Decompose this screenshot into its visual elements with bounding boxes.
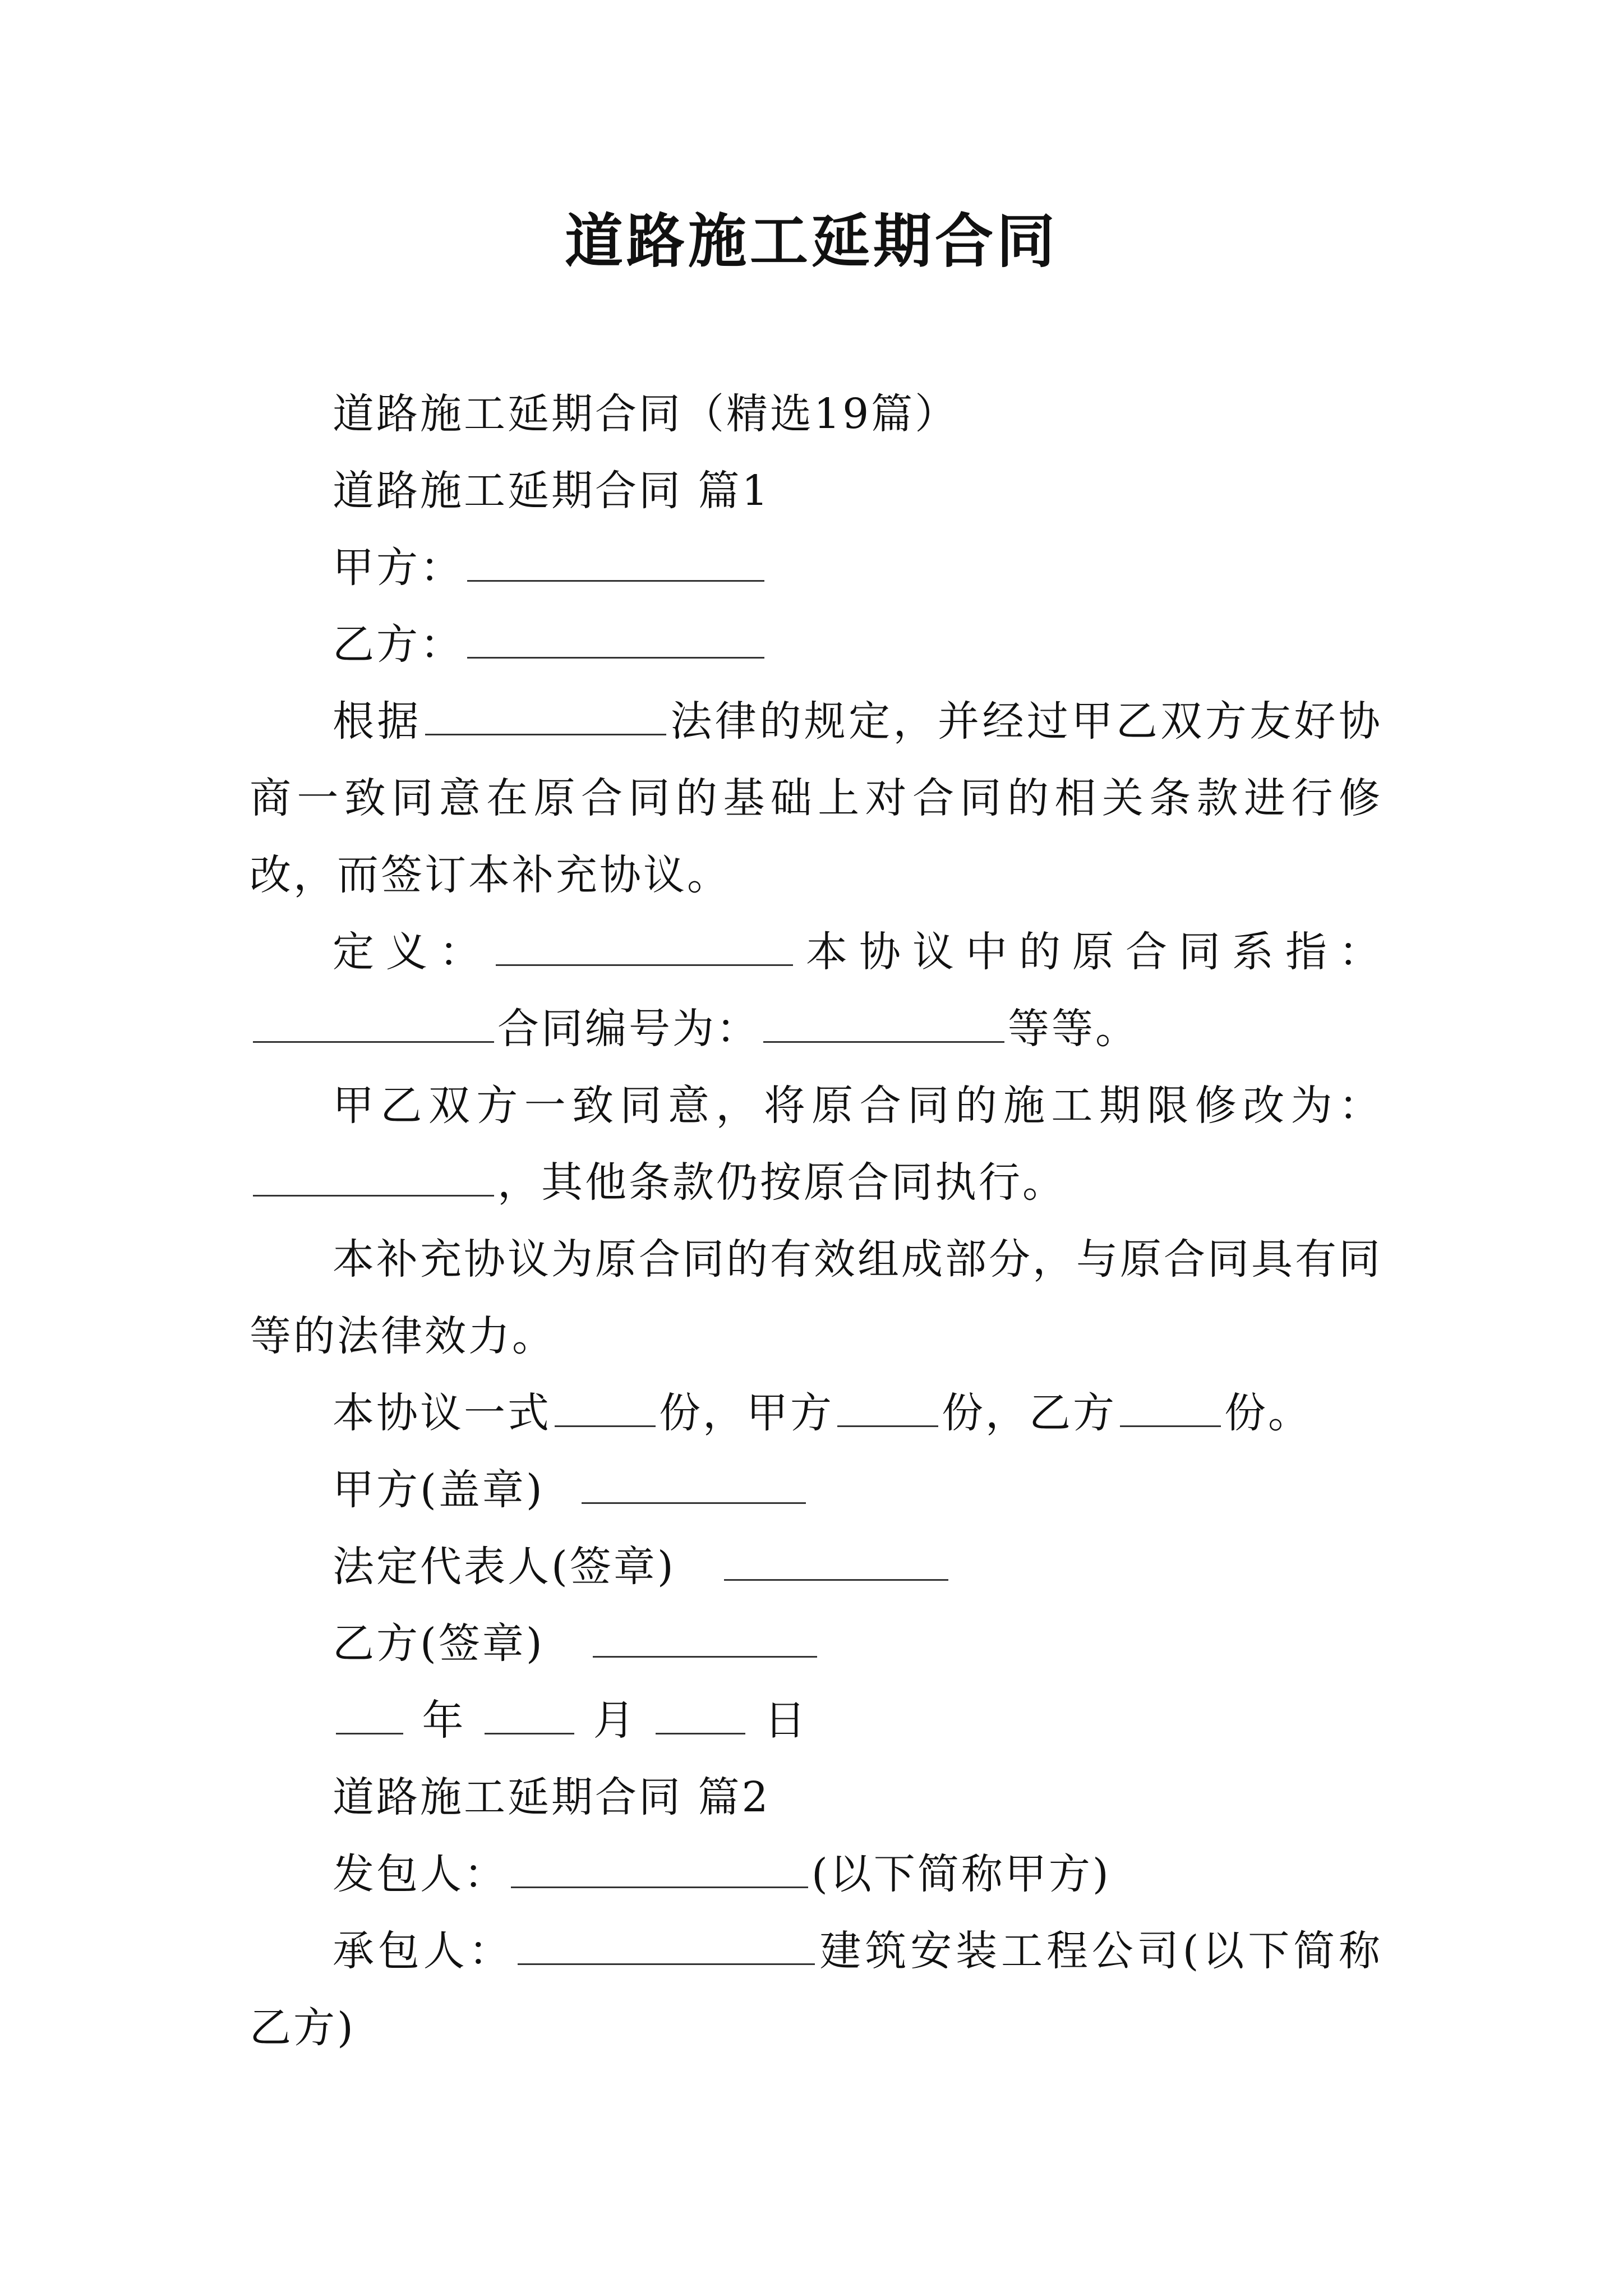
day-blank xyxy=(656,1700,745,1734)
period-pre: 甲乙双方一致同意，将原合同的施工期限修改为： xyxy=(333,1082,1382,1130)
definition-post: 等等。 xyxy=(1008,1005,1139,1053)
copies-blank-b xyxy=(1120,1393,1221,1427)
law-blank xyxy=(425,701,666,735)
copies-blank-total xyxy=(555,1393,656,1427)
validity-paragraph: 本补充协议为原合同的有效组成部分，与原合同具有同等的法律效力。 xyxy=(250,1235,1382,1360)
contractor-pre: 承包人： xyxy=(333,1927,514,1975)
sign-a-blank xyxy=(582,1470,806,1504)
definition-pre: 定义： xyxy=(333,928,492,976)
definition-blank-2 xyxy=(253,1009,494,1043)
section-heading-2: 道路施工延期合同 篇2 xyxy=(333,1773,771,1821)
period-post: ，其他条款仍按原合同执行。 xyxy=(497,1158,1066,1207)
section-heading-1: 道路施工延期合同 篇1 xyxy=(333,467,771,515)
sign-b-blank xyxy=(593,1623,817,1658)
basis-post: 法律的规定，并经过甲乙双方友好协商一致同意在原合同的基础上对合同的相关条款进行修改，而签订本补充协议。 xyxy=(250,697,1382,899)
copies-t1: 本协议一式 xyxy=(333,1389,551,1437)
party-b-label: 乙方： xyxy=(333,620,464,669)
employer-post: (以下简称甲方) xyxy=(811,1850,1111,1898)
party-a-blank xyxy=(467,547,764,582)
date-day: 日 xyxy=(764,1696,808,1745)
copies-blank-a xyxy=(837,1393,938,1427)
employer-blank xyxy=(511,1854,808,1888)
employer-line xyxy=(250,1836,1382,1913)
sign-rep-blank xyxy=(724,1547,948,1581)
definition-blank-1 xyxy=(496,932,793,966)
employer-pre: 发包人： xyxy=(333,1850,508,1898)
contractor-line xyxy=(250,1913,1382,2067)
basis-paragraph xyxy=(250,683,1382,914)
period-blank xyxy=(253,1162,494,1197)
contractor-post: 建筑安装工程公司(以下简称乙方) xyxy=(250,1927,1382,2052)
sign-rep-label: 法定代表人(签章) xyxy=(333,1543,676,1591)
copies-line xyxy=(250,1375,1382,1452)
contractor-blank xyxy=(518,1931,815,1965)
definition-paragraph xyxy=(250,914,1382,1068)
month-blank xyxy=(485,1700,574,1734)
sign-a-line xyxy=(250,1452,1382,1529)
sign-a-label: 甲方(盖章) xyxy=(333,1466,545,1514)
copies-t3: 份，乙方 xyxy=(942,1389,1117,1437)
copies-t2: 份，甲方 xyxy=(659,1389,834,1437)
party-a-line xyxy=(250,530,1382,606)
sign-b-line xyxy=(250,1605,1382,1682)
definition-mid: 本协议中的原合同系指： xyxy=(796,928,1382,976)
sign-rep-line xyxy=(250,1529,1382,1605)
date-line xyxy=(250,1682,1382,1759)
period-paragraph xyxy=(250,1068,1382,1221)
date-month: 月 xyxy=(593,1696,637,1745)
page-title: 道路施工延期合同 xyxy=(564,206,1058,275)
basis-pre: 根据 xyxy=(333,697,422,746)
document-body xyxy=(250,376,1382,2067)
date-year: 年 xyxy=(422,1696,466,1745)
sign-b-label: 乙方(签章) xyxy=(333,1619,545,1668)
definition-mid2: 合同编号为： xyxy=(497,1005,760,1053)
contract-number-blank xyxy=(763,1009,1004,1043)
year-blank xyxy=(336,1700,403,1734)
subtitle: 道路施工延期合同（精选19篇） xyxy=(333,390,959,438)
party-a-label: 甲方： xyxy=(333,544,464,592)
party-b-blank xyxy=(467,624,764,659)
party-b-line xyxy=(250,606,1382,683)
copies-t4: 份。 xyxy=(1224,1389,1312,1437)
